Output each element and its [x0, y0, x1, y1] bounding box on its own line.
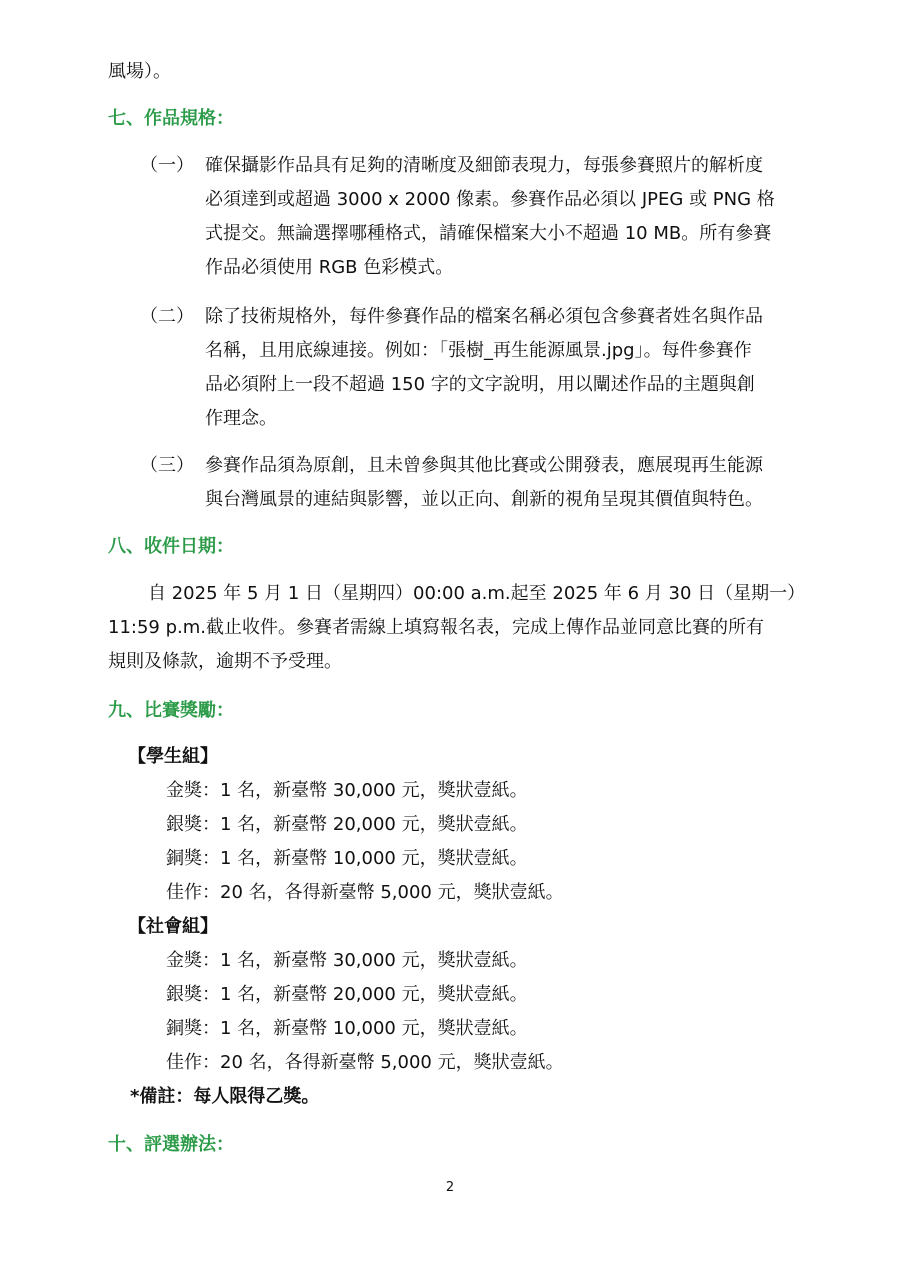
section-9-heading: 九、比賽獎勵： — [108, 700, 234, 721]
section-8-line-1: 自 2025 年 5 月 1 日（星期四）00:00 a.m.起至 2025 年 6 月 30 日（星期一） — [148, 583, 806, 604]
item-2-line-2: 名稱，且用底線連接。例如：「張樹_再生能源風景.jpg」。每件參賽作 — [205, 340, 752, 361]
item-label-3: （三） — [140, 455, 194, 476]
prize-student-silver: 銀獎：1 名，新臺幣 20,000 元，獎狀壹紙。 — [166, 814, 528, 835]
page-number: 2 — [445, 1180, 455, 1195]
section-8-line-2: 11:59 p.m.截止收件。參賽者需線上填寫報名表，完成上傳作品並同意比賽的所有 — [108, 617, 764, 638]
item-label-1: （一） — [140, 155, 194, 176]
item-3-line-2: 與台灣風景的連結與影響，並以正向、創新的視角呈現其價值與特色。 — [205, 489, 763, 510]
prize-student-bronze: 銅獎：1 名，新臺幣 10,000 元，獎狀壹紙。 — [166, 848, 528, 869]
item-1-line-2: 必須達到或超過 3000 x 2000 像素。參賽作品必須以 JPEG 或 PNG 格 — [205, 189, 775, 210]
section-10-heading: 十、評選辦法： — [108, 1134, 234, 1155]
prize-public-bronze: 銅獎：1 名，新臺幣 10,000 元，獎狀壹紙。 — [166, 1018, 528, 1039]
group-title-public: 【社會組】 — [128, 916, 218, 937]
prize-public-honorable: 佳作：20 名，各得新臺幣 5,000 元，獎狀壹紙。 — [166, 1052, 564, 1073]
item-1-line-3: 式提交。無論選擇哪種格式，請確保檔案大小不超過 10 MB。所有參賽 — [205, 223, 772, 244]
prize-student-gold: 金獎：1 名，新臺幣 30,000 元，獎狀壹紙。 — [166, 780, 528, 801]
section-7-heading: 七、作品規格： — [108, 108, 234, 129]
item-2-line-1: 除了技術規格外，每件參賽作品的檔案名稱必須包含參賽者姓名與作品 — [205, 306, 763, 327]
item-text-2 — [205, 300, 805, 436]
item-1-line-4: 作品必須使用 RGB 色彩模式。 — [205, 257, 454, 278]
item-1-line-1: 確保攝影作品具有足夠的清晰度及細節表現力，每張參賽照片的解析度 — [205, 155, 763, 176]
item-3-line-1: 參賽作品須為原創，且未曾參與其他比賽或公開發表，應展現再生能源 — [205, 455, 763, 476]
item-text-1 — [205, 149, 805, 285]
item-label-2: （二） — [140, 306, 194, 327]
intro-tail-text: 風場）。 — [108, 61, 171, 82]
prize-note: *備註：每人限得乙獎。 — [130, 1086, 320, 1107]
item-text-3 — [205, 449, 805, 517]
prize-student-honorable: 佳作：20 名，各得新臺幣 5,000 元，獎狀壹紙。 — [166, 882, 564, 903]
prize-public-silver: 銀獎：1 名，新臺幣 20,000 元，獎狀壹紙。 — [166, 984, 528, 1005]
section-8-heading: 八、收件日期： — [108, 536, 234, 557]
item-2-line-3: 品必須附上一段不超過 150 字的文字說明，用以闡述作品的主題與創 — [205, 374, 755, 395]
group-title-student: 【學生組】 — [128, 746, 218, 767]
section-8-line-3: 規則及條款，逾期不予受理。 — [108, 651, 342, 672]
item-2-line-4: 作理念。 — [205, 408, 277, 429]
prize-public-gold: 金獎：1 名，新臺幣 30,000 元，獎狀壹紙。 — [166, 950, 528, 971]
